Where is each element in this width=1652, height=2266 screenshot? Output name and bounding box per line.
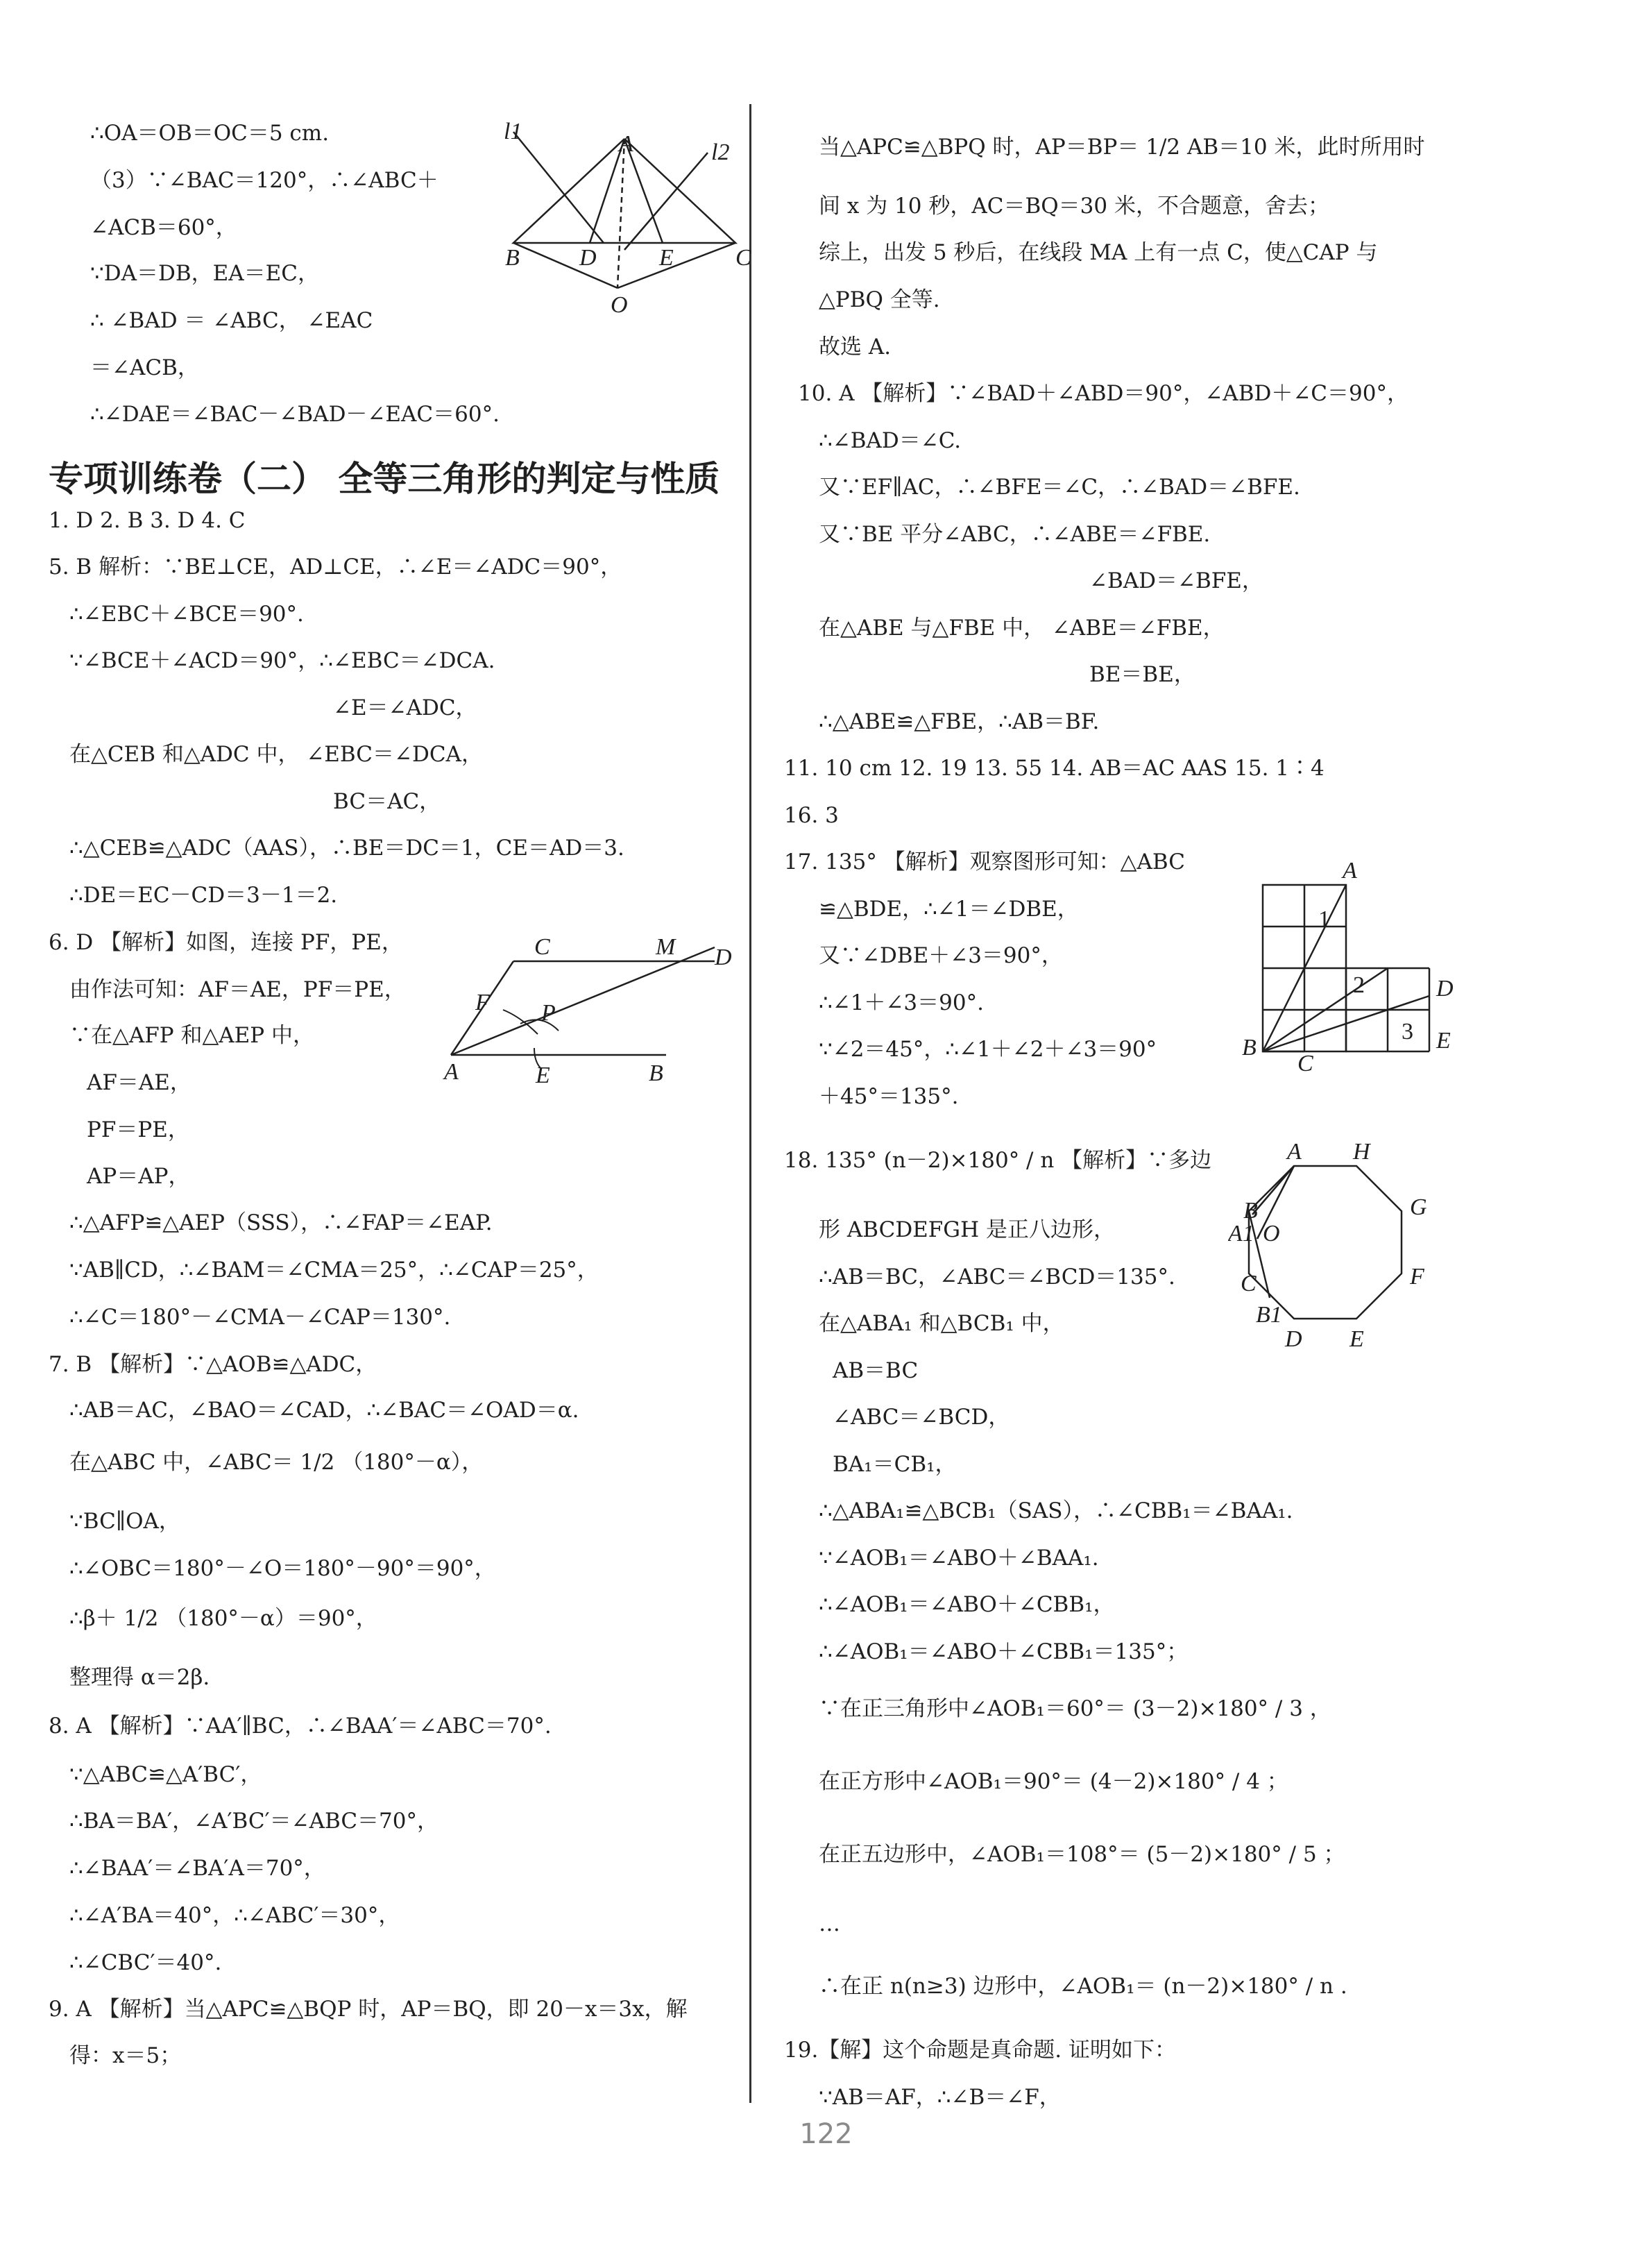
- text-line: PF＝PE，: [87, 1117, 189, 1142]
- fig6-label: A: [444, 1059, 459, 1085]
- text-line: …: [819, 1911, 840, 1936]
- text-line: 得：x＝5；: [69, 2043, 182, 2068]
- fig1-label: C: [735, 245, 751, 271]
- fig18-label: C: [1241, 1271, 1257, 1296]
- fig6-label: M: [656, 934, 676, 960]
- figure-parallel-lines: [437, 933, 749, 1086]
- text-line: ∴∠AOB₁＝∠ABO＋∠CBB₁，: [819, 1592, 1115, 1617]
- column-divider: [749, 104, 751, 2103]
- text-line: ∴AB＝AC，∠BAO＝∠CAD，∴∠BAC＝∠OAD＝α.: [69, 1398, 579, 1423]
- fig17-label: 1: [1318, 906, 1330, 932]
- text-line: ∴∠AOB₁＝∠ABO＋∠CBB₁＝135°；: [819, 1639, 1189, 1664]
- text-line: ＝∠ACB，: [90, 355, 199, 380]
- fig6-label: C: [534, 934, 550, 960]
- fig17-label: C: [1297, 1051, 1313, 1072]
- text-line: ∴OA＝OB＝OC＝5 cm.: [90, 121, 330, 146]
- fig1-label: l1: [504, 119, 522, 144]
- text-line: ∵DA＝DB，EA＝EC，: [90, 261, 319, 286]
- text-line: 7. B 【解析】∵△AOB≌△ADC，: [49, 1352, 377, 1377]
- fig18-label: A1: [1228, 1221, 1254, 1246]
- text-line: ∴∠BAD＝∠C.: [819, 428, 962, 453]
- section-title: 专项训练卷（二） 全等三角形的判定与性质: [49, 459, 720, 499]
- text-line: 6. D 【解析】如图，连接 PF，PE，: [49, 930, 403, 955]
- text-line: AF＝AE，: [87, 1070, 191, 1095]
- text-line: ∠ACB＝60°，: [90, 215, 237, 240]
- fig18-label: O: [1263, 1221, 1280, 1246]
- text-line: ∴∠EBC＋∠BCE＝90°.: [69, 602, 304, 627]
- figure-octagon: [1228, 1138, 1485, 1374]
- text-line: ∵△ABC≌△A′BC′，: [69, 1762, 262, 1787]
- text-line: 又∵EF∥AC，∴∠BFE＝∠C，∴∠BAD＝∠BFE.: [819, 475, 1300, 500]
- text-line: ∵BC∥OA，: [69, 1509, 180, 1534]
- fig17-label: D: [1436, 976, 1454, 1001]
- fig1-label: D: [579, 245, 597, 271]
- text-line: ∴AB＝BC，∠ABC＝∠BCD＝135°.: [819, 1265, 1175, 1290]
- text-line: 11. 10 cm 12. 19 13. 55 14. AB＝AC AAS 15. 1∶4: [784, 756, 1325, 781]
- fig1-label: O: [611, 292, 628, 318]
- fig1-label: B: [505, 245, 520, 271]
- fig18-label: B: [1243, 1198, 1258, 1224]
- text-line: 在△ABE 与△FBE 中， ∠ABE＝∠FBE，: [819, 616, 1225, 641]
- text-line: 8. A 【解析】∵AA′∥BC，∴∠BAA′＝∠ABC＝70°.: [49, 1714, 552, 1739]
- text-line: （3）∵∠BAC＝120°，∴∠ABC＋: [90, 168, 438, 193]
- fig6-label: B: [649, 1060, 663, 1086]
- fig17-label: B: [1242, 1035, 1257, 1060]
- text-line: ∴β＋ 1/2 （180°－α）＝90°，: [69, 1606, 377, 1631]
- text-line: 18. 135° (n－2)×180° / n 【解析】∵多边: [784, 1148, 1212, 1173]
- text-line: ∴∠A′BA＝40°，∴∠ABC′＝30°，: [69, 1903, 400, 1928]
- text-line: 5. B 解析：∵BE⊥CE，AD⊥CE，∴∠E＝∠ADC＝90°，: [49, 555, 622, 580]
- fig6-label: P: [541, 1000, 556, 1026]
- text-line: 1. D 2. B 3. D 4. C: [49, 508, 246, 533]
- text-line: ∠BAD＝∠BFE，: [1089, 568, 1263, 593]
- text-line: 9. A 【解析】当△APC≌△BQP 时，AP＝BQ，即 20－x＝3x，解: [49, 1997, 688, 2022]
- text-line: ∴DE＝EC－CD＝3－1＝2.: [69, 883, 338, 908]
- text-line: 在△ABA₁ 和△BCB₁ 中，: [819, 1311, 1064, 1336]
- text-line: 16. 3: [784, 803, 839, 828]
- text-line: ∵∠AOB₁＝∠ABO＋∠BAA₁.: [819, 1546, 1099, 1571]
- text-line: 19.【解】这个命题是真命题. 证明如下：: [784, 2038, 1177, 2063]
- fig18-label: F: [1410, 1264, 1424, 1290]
- text-line: 17. 135° 【解析】观察图形可知：△ABC: [784, 849, 1185, 874]
- text-line: 在正方形中∠AOB₁＝90°＝ (4－2)×180° / 4 ；: [819, 1769, 1288, 1794]
- text-line: 在△CEB 和△ADC 中， ∠EBC＝∠DCA，: [69, 742, 483, 767]
- text-line: 在正五边形中，∠AOB₁＝108°＝ (5－2)×180° / 5 ；: [819, 1842, 1345, 1867]
- text-line: BE＝BE，: [1089, 662, 1195, 687]
- text-line: ∵∠2＝45°，∴∠1＋∠2＋∠3＝90°: [819, 1037, 1157, 1062]
- fig18-label: B1: [1256, 1302, 1282, 1328]
- fig1-label: l2: [711, 139, 730, 165]
- fig18-label: A: [1287, 1139, 1302, 1165]
- fig17-label: A: [1343, 858, 1357, 883]
- text-line: ∴△CEB≌△ADC（AAS），∴BE＝DC＝1，CE＝AD＝3.: [69, 836, 624, 861]
- text-line: 当△APC≌△BPQ 时，AP＝BP＝ 1/2 AB＝10 米，此时所用时: [819, 135, 1425, 160]
- fig17-label: 3: [1402, 1019, 1413, 1045]
- text-line: ∴∠CBC′＝40°.: [69, 1950, 222, 1975]
- fig6-label: D: [715, 945, 732, 970]
- text-line: ∵∠BCE＋∠ACD＝90°，∴∠EBC＝∠DCA.: [69, 648, 495, 673]
- text-line: ∴BA＝BA′，∠A′BC′＝∠ABC＝70°，: [69, 1809, 438, 1834]
- figure-grid: [1242, 857, 1471, 1072]
- text-line: 整理得 α＝2β.: [69, 1665, 210, 1690]
- page-number: 122: [799, 2118, 853, 2150]
- text-line: ∴ ∠BAD ＝ ∠ABC， ∠EAC: [90, 308, 373, 333]
- text-line: ＋45°＝135°.: [819, 1084, 959, 1109]
- text-line: 由作法可知：AF＝AE，PF＝PE，: [69, 977, 406, 1002]
- fig17-label: E: [1436, 1028, 1451, 1054]
- text-line: 又∵BE 平分∠ABC，∴∠ABE＝∠FBE.: [819, 522, 1211, 547]
- text-line: 间 x 为 10 秒，AC＝BQ＝30 米，不合题意，舍去；: [819, 194, 1329, 219]
- text-line: ∴∠OBC＝180°－∠O＝180°－90°＝90°，: [69, 1556, 496, 1581]
- fig1-label: E: [659, 245, 674, 271]
- text-line: ∴△ABA₁≌△BCB₁（SAS），∴∠CBB₁＝∠BAA₁.: [819, 1498, 1293, 1523]
- text-line: 又∵∠DBE＋∠3＝90°，: [819, 943, 1063, 968]
- fig6-label: E: [536, 1063, 550, 1086]
- fig1-label: A: [619, 131, 633, 157]
- text-line: ∴∠1＋∠3＝90°.: [819, 990, 984, 1015]
- text-line: 形 ABCDEFGH 是正八边形，: [819, 1217, 1115, 1242]
- text-line: ∵AB＝AF，∴∠B＝∠F，: [819, 2085, 1061, 2110]
- text-line: ∵AB∥CD，∴∠BAM＝∠CMA＝25°，∴∠CAP＝25°，: [69, 1258, 599, 1283]
- fig18-label: H: [1353, 1139, 1370, 1165]
- text-line: ∴在正 n(n≥3) 边形中，∠AOB₁＝ (n－2)×180° / n .: [819, 1974, 1347, 1999]
- fig17-label: 2: [1353, 972, 1365, 998]
- text-line: △PBQ 全等.: [819, 287, 940, 312]
- text-line: 在△ABC 中，∠ABC＝ 1/2 （180°－α），: [69, 1450, 484, 1475]
- text-line: AB＝BC: [833, 1358, 919, 1383]
- text-line: ≌△BDE，∴∠1＝∠DBE，: [819, 897, 1079, 922]
- text-line: ∴∠BAA′＝∠BA′A＝70°，: [69, 1856, 325, 1881]
- text-line: 10. A 【解析】∵∠BAD＋∠ABD＝90°，∠ABD＋∠C＝90°，: [798, 381, 1408, 406]
- fig18-label: D: [1285, 1326, 1302, 1352]
- text-line: ∵在正三角形中∠AOB₁＝60°＝ (3－2)×180° / 3 ，: [819, 1696, 1331, 1721]
- fig6-label: F: [475, 990, 490, 1015]
- text-line: 故选 A.: [819, 335, 892, 360]
- fig18-label: G: [1410, 1194, 1427, 1220]
- text-line: ∴△AFP≌△AEP（SSS），∴∠FAP＝∠EAP.: [69, 1210, 493, 1235]
- text-line: BA₁＝CB₁，: [833, 1452, 957, 1477]
- text-line: BC＝AC，: [333, 789, 441, 814]
- fig18-label: E: [1349, 1326, 1364, 1352]
- text-line: ∴∠C＝180°－∠CMA－∠CAP＝130°.: [69, 1305, 451, 1330]
- text-line: ∠ABC＝∠BCD，: [833, 1405, 1010, 1430]
- text-line: ∵在△AFP 和△AEP 中，: [69, 1023, 315, 1048]
- text-line: 综上，出发 5 秒后，在线段 MA 上有一点 C，使△CAP 与: [819, 240, 1378, 265]
- text-line: ∴△ABE≌△FBE，∴AB＝BF.: [819, 709, 1100, 734]
- figure-triangle-abc-bisectors: [500, 111, 777, 326]
- text-line: AP＝AP，: [87, 1164, 190, 1189]
- text-line: ∠E＝∠ADC，: [333, 695, 477, 720]
- text-line: ∴∠DAE＝∠BAC－∠BAD－∠EAC＝60°.: [90, 402, 500, 427]
